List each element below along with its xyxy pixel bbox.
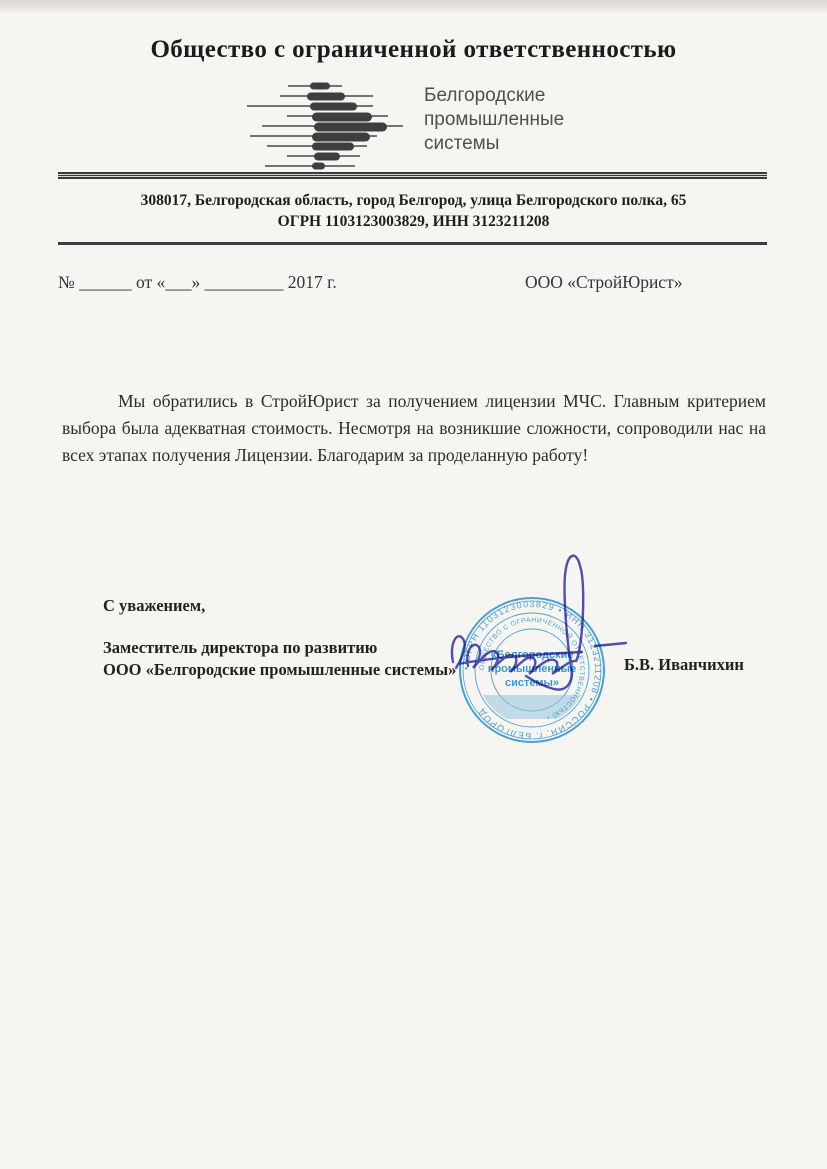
logo-word-2: промышленные	[424, 109, 565, 130]
stamp-center-line-3: системы»	[504, 677, 560, 689]
separator-single-rule	[58, 242, 767, 245]
stamp-center-line-2: промышленные	[487, 663, 577, 675]
signer-company: ООО «Белгородские промышленные системы»	[103, 660, 457, 679]
company-logo-icon	[222, 80, 452, 175]
stamp-center-line-1: «Белгородские	[490, 649, 574, 661]
stamp-inner-ring-text: ОБЩЕСТВО С ОГРАНИЧЕННОЙ ОТВЕТСТВЕННОСТЬЮ •	[478, 616, 586, 721]
reference-number-line: № ______ от «___» _________ 2017 г.	[58, 272, 337, 292]
handwritten-signature	[430, 538, 640, 703]
stamp-outer-ring-text: • ОГРН 1103123003829 • ИНН 3123211208 • РОССИЯ, г. БЕЛГОРОД	[460, 598, 604, 742]
recipient-name: ООО «СтройЮрист»	[525, 272, 683, 292]
letter-body-paragraph: Мы обратились в СтройЮрист за получением лицензии МЧС. Главным критерием выбора была адекватная стоимость. Несмотря на возникшие сложности, сопроводили нас на всех этапах получения Лицензии. Благодарим за проделанную работу!	[62, 391, 766, 465]
logo-word-1: Белгородские	[424, 85, 546, 106]
salutation-text: С уважением,	[103, 596, 206, 615]
logo-wordmark	[424, 84, 564, 156]
org-type-heading: Общество с ограниченной ответственностью	[150, 36, 677, 63]
address-line-1: 308017, Белгородская область, город Белгород, улица Белгородского полка, 65	[140, 192, 687, 209]
logo-word-3: системы	[424, 133, 500, 154]
letterhead-address	[0, 190, 827, 232]
separator-double-rule	[58, 172, 767, 179]
address-line-2: ОГРН 1103123003829, ИНН 3123211208	[277, 213, 550, 230]
signer-name: Б.В. Иванчихин	[624, 655, 744, 674]
signer-position: Заместитель директора по развитию	[103, 638, 378, 657]
scan-edge-shadow	[0, 0, 827, 14]
